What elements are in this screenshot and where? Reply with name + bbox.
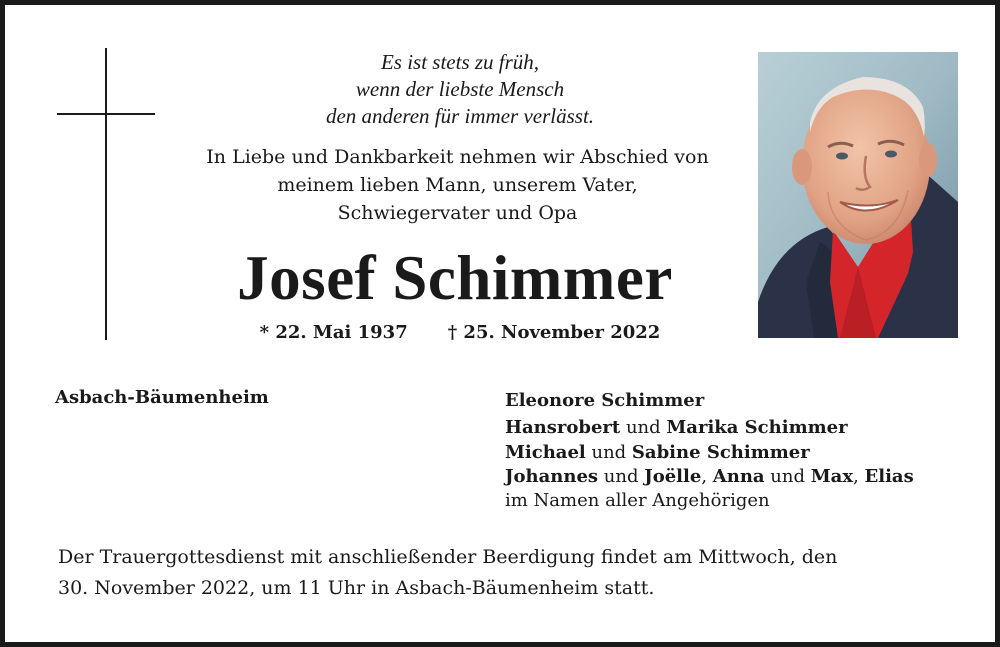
mourner-line: im Namen aller Angehörigen <box>505 490 770 511</box>
quote-line: Es ist stets zu früh, <box>380 50 540 74</box>
deceased-name: Josef Schimmer <box>237 243 673 313</box>
mourner-line <box>505 387 965 414</box>
mourner-name: Sabine Schimmer <box>631 442 810 463</box>
mourner-line <box>505 414 965 441</box>
mourners-list <box>505 387 965 513</box>
quote-line: wenn der liebste Mensch <box>355 77 565 101</box>
separator: , <box>853 466 865 487</box>
place-of-residence: Asbach-Bäumenheim <box>55 387 269 408</box>
quote-line: den anderen für immer verlässt. <box>325 104 595 128</box>
mourner-name: Eleonore Schimmer <box>505 390 705 411</box>
mourner-name: Hansrobert <box>505 417 621 438</box>
funeral-service-info <box>58 542 958 604</box>
mourner-name: Michael <box>505 442 586 463</box>
cross-icon-vertical-bar <box>105 48 107 340</box>
conjunction: und <box>585 442 632 463</box>
death-date: † 25. November 2022 <box>447 322 661 343</box>
mourner-name: Joëlle <box>644 466 702 487</box>
farewell-intro <box>165 143 750 227</box>
mourner-line <box>505 465 965 489</box>
mourner-name: Anna <box>712 466 765 487</box>
birth-date: * 22. Mai 1937 <box>259 322 408 343</box>
intro-line: Schwiegervater und Opa <box>337 202 578 224</box>
mourner-name: Marika Schimmer <box>666 417 848 438</box>
portrait-photo <box>758 52 958 338</box>
separator: , <box>701 466 713 487</box>
mourner-name: Max <box>810 466 854 487</box>
service-line: Der Trauergottesdienst mit anschließender Beerdigung findet am Mittwoch, den <box>58 546 838 568</box>
memorial-quote <box>195 49 725 130</box>
mourner-name: Johannes <box>505 466 599 487</box>
conjunction: und <box>620 417 667 438</box>
service-line: 30. November 2022, um 11 Uhr in Asbach-Bäumenheim statt. <box>58 577 655 599</box>
mourner-name: Elias <box>864 466 914 487</box>
intro-line: In Liebe und Dankbarkeit nehmen wir Abschied von <box>206 146 709 168</box>
conjunction: und <box>598 466 645 487</box>
life-dates <box>195 322 725 343</box>
intro-line: meinem lieben Mann, unserem Vater, <box>277 174 638 196</box>
mourner-line <box>505 441 965 465</box>
cross-icon-horizontal-bar <box>57 113 155 115</box>
portrait-photo-icon <box>758 52 958 338</box>
conjunction: und <box>764 466 811 487</box>
